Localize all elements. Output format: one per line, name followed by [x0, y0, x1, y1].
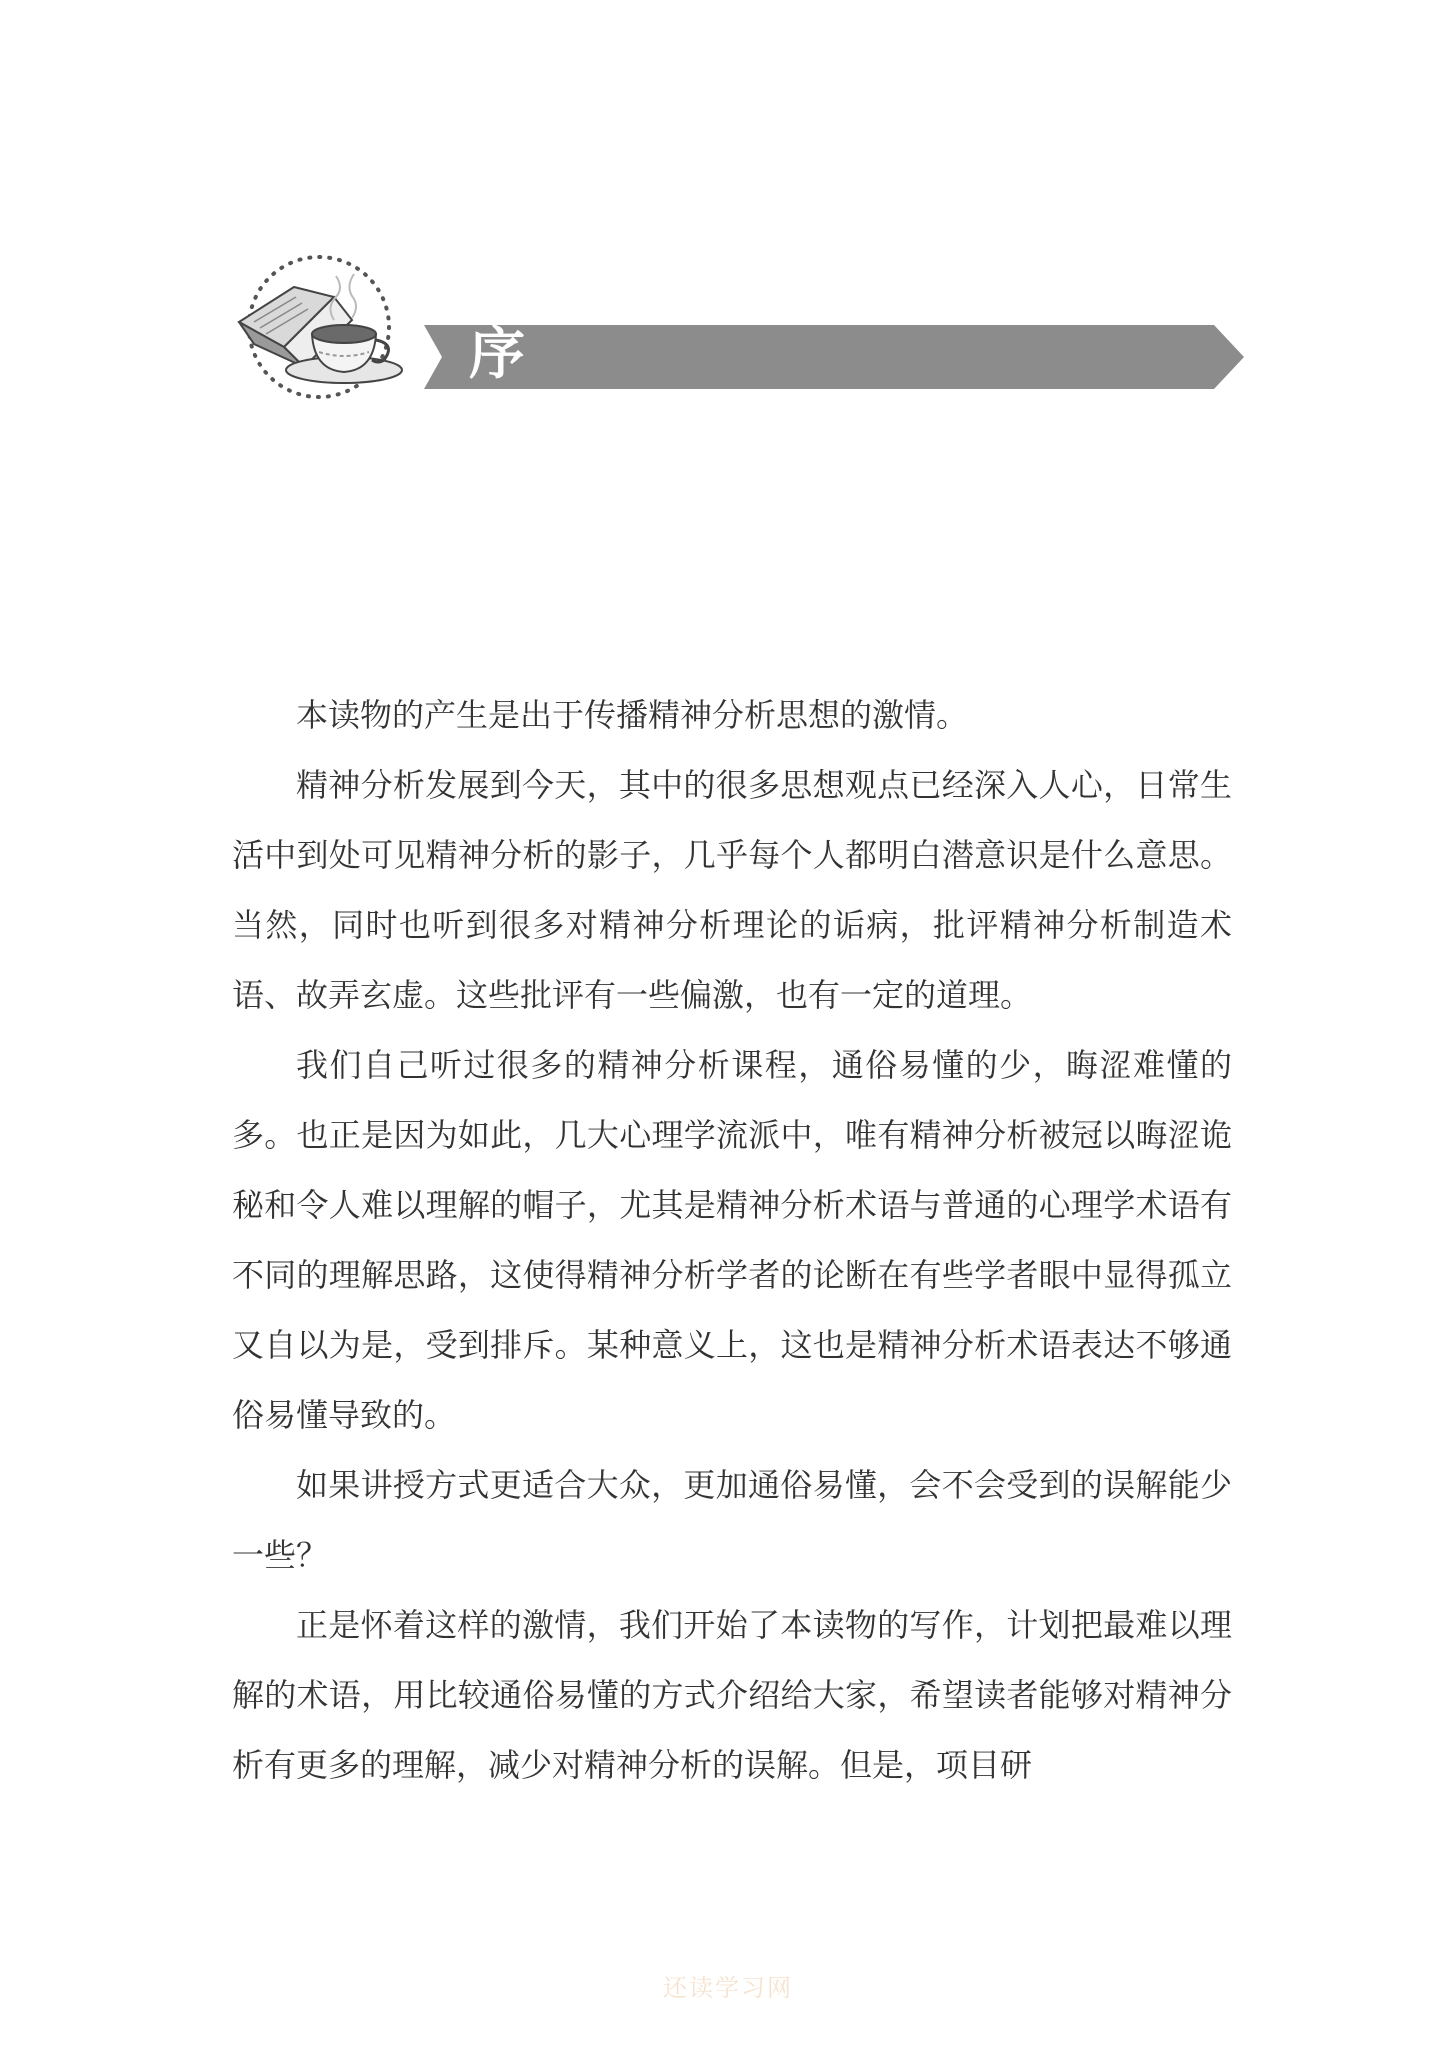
book-and-teacup-icon	[224, 252, 414, 402]
paragraph: 精神分析发展到今天，其中的很多思想观点已经深入人心，日常生活中到处可见精神分析的影子，几乎每个人都明白潜意识是什么意思。当然，同时也听到很多对精神分析理论的诟病，批评精神分析制造术语、故弄玄虚。这些批评有一些偏激，也有一定的道理。	[232, 766, 1232, 1014]
paragraph: 如果讲授方式更适合大众，更加通俗易懂，会不会受到的误解能少一些？	[232, 1466, 1232, 1574]
title-banner	[424, 325, 1244, 389]
paragraph: 我们自己听过很多的精神分析课程，通俗易懂的少，晦涩难懂的多。也正是因为如此，几大心理学流派中，唯有精神分析被冠以晦涩诡秘和令人难以理解的帽子，尤其是精神分析术语与普通的心理学术语有不同的理解思路，这使得精神分析学者的论断在有些学者眼中显得孤立又自以为是，受到排斥。某种意义上，这也是精神分析术语表达不够通俗易懂导致的。	[232, 1046, 1232, 1434]
paragraph: 正是怀着这样的激情，我们开始了本读物的写作，计划把最难以理解的术语，用比较通俗易懂的方式介绍给大家，希望读者能够对精神分析有更多的理解，减少对精神分析的误解。但是，项目研	[232, 1606, 1232, 1784]
chapter-title: 序	[469, 321, 525, 387]
preface-body	[232, 680, 1232, 1800]
paragraph: 本读物的产生是出于传播精神分析思想的激情。	[296, 696, 969, 734]
watermark: 还读学习网	[663, 1974, 793, 2002]
chapter-header	[224, 252, 1244, 402]
